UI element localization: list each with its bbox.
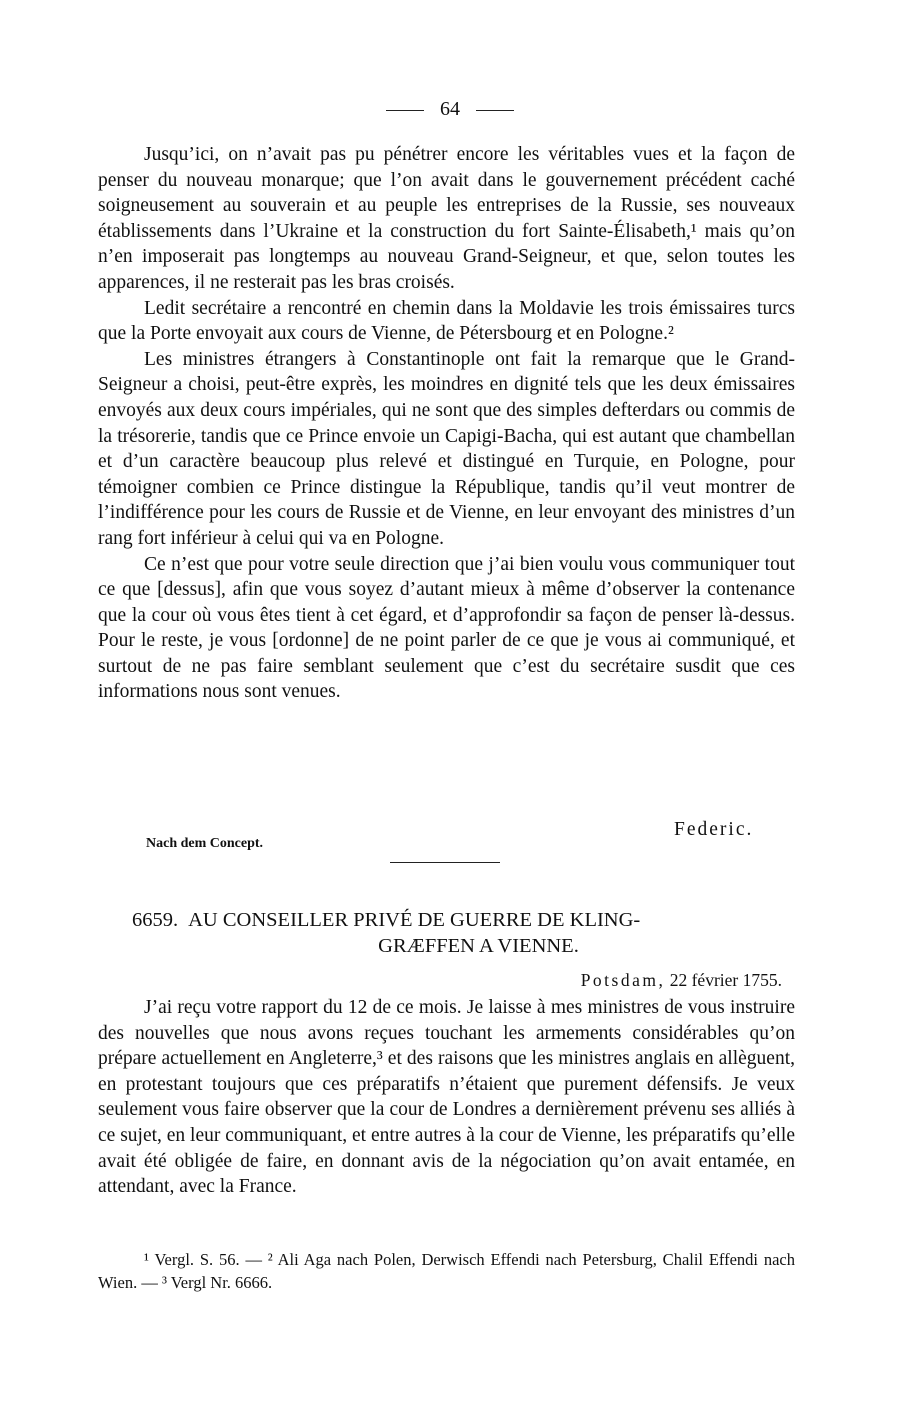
letter-heading-line1: AU CONSEILLER PRIVÉ DE GUERRE DE KLING- (188, 909, 641, 931)
paragraph: Jusqu’ici, on n’avait pas pu pénétrer encore les véritables vues et la façon de penser du nouveau monarque; que l’on avait dans le gouvernement précédent caché soigneusement au souverain et au peuple les entreprises de la Russie, ses nouveaux établissements dans l’Ukraine et la construction du fort Sainte-Élisabeth,¹ mais qu’on n’en imposerait pas longtemps au nouveau Grand-Seigneur, et que, selon toutes les apparences, il ne resterait pas les bras croisés. (98, 144, 795, 293)
letter-number: 6659. (132, 909, 179, 931)
source-note: Nach dem Concept. (146, 836, 264, 851)
page-number-dash-left (386, 110, 424, 111)
paragraph: Ledit secrétaire a rencontré en chemin dans la Moldavie les trois émissaires turcs que la Porte envoyait aux cours de Vienne, de Pétersbourg et en Pologne.² (98, 297, 795, 345)
paragraph: J’ai reçu votre rapport du 12 de ce mois. Je laisse à mes ministres de vous instruire des nouvelles que nous avons reçues touchant les armements considérables qu’on prépare actuellement en Angleterre,³ et des raisons que les ministres anglais en allèguent, en protestant toujours que ces préparatifs n’étaient que purement défensifs. Je veux seulement vous faire observer que la cour de Londres a dernièrement prévenu ses alliés à ce sujet, en leur communiquant, et entre autres à la cour de Vienne, les préparatifs qu’elle avait été obligée de faire, en donnant avis de la négociation qu’on avait entamée, en attendant, avec la France. (98, 997, 795, 1198)
paragraph: Les ministres étrangers à Constantinople ont fait la remarque que le Grand-Seigneur a choisi, peut-être exprès, les moindres en dignité tels que les deux émissaires envoyés aux deux cours impériales, qui ne sont que des simples defterdars ou commis de la trésorerie, tandis que ce Prince envoie un Capigi-Bacha, qui est autant que chambellan et d’un caractère beaucoup plus relevé et distingué en Turquie, en Pologne, pour témoigner combien ce Prince distingue la République, tandis qu’il veut montrer de l’indifférence pour les cours de Russie et de Vienne, en leur envoyant des ministres d’un rang fort inférieur à celui qui va en Pologne. (98, 348, 795, 549)
signature: Federic. (674, 819, 754, 840)
dateline (581, 970, 782, 991)
page-number (0, 96, 900, 122)
footnotes-text: ¹ Vergl. S. 56. — ² Ali Aga nach Polen, Derwisch Effendi nach Petersburg, Chalil Effendi nach Wien. — ³ Vergl Nr. 6666. (98, 1250, 795, 1292)
page-number-dash-right (476, 110, 514, 111)
footnotes (98, 1249, 795, 1294)
paragraph: Ce n’est que pour votre seule direction que j’ai bien voulu vous communiquer tout ce que [dessus], afin que vous soyez d’autant mieux à même d’observer la contenance que la cour où vous êtes tient à cet égard, et d’approfondir sa façon de penser là-dessus. Pour le reste, je vous [ordonne] de ne point parler de ce que je vous ai communiqué, et surtout de ne pas faire semblant seulement que c’est du secrétaire susdit que ces informations nous sont venues. (98, 553, 795, 703)
section-divider (390, 862, 500, 863)
letter-continued-body (98, 142, 795, 705)
dateline-date: 22 février 1755. (669, 970, 782, 990)
letter-6659-body (98, 995, 795, 1200)
dateline-place: Potsdam, (580, 970, 666, 990)
page-number-value: 64 (440, 98, 460, 120)
letter-heading (132, 907, 797, 959)
letter-heading-line2: GRÆFFEN A VIENNE. (378, 935, 579, 957)
